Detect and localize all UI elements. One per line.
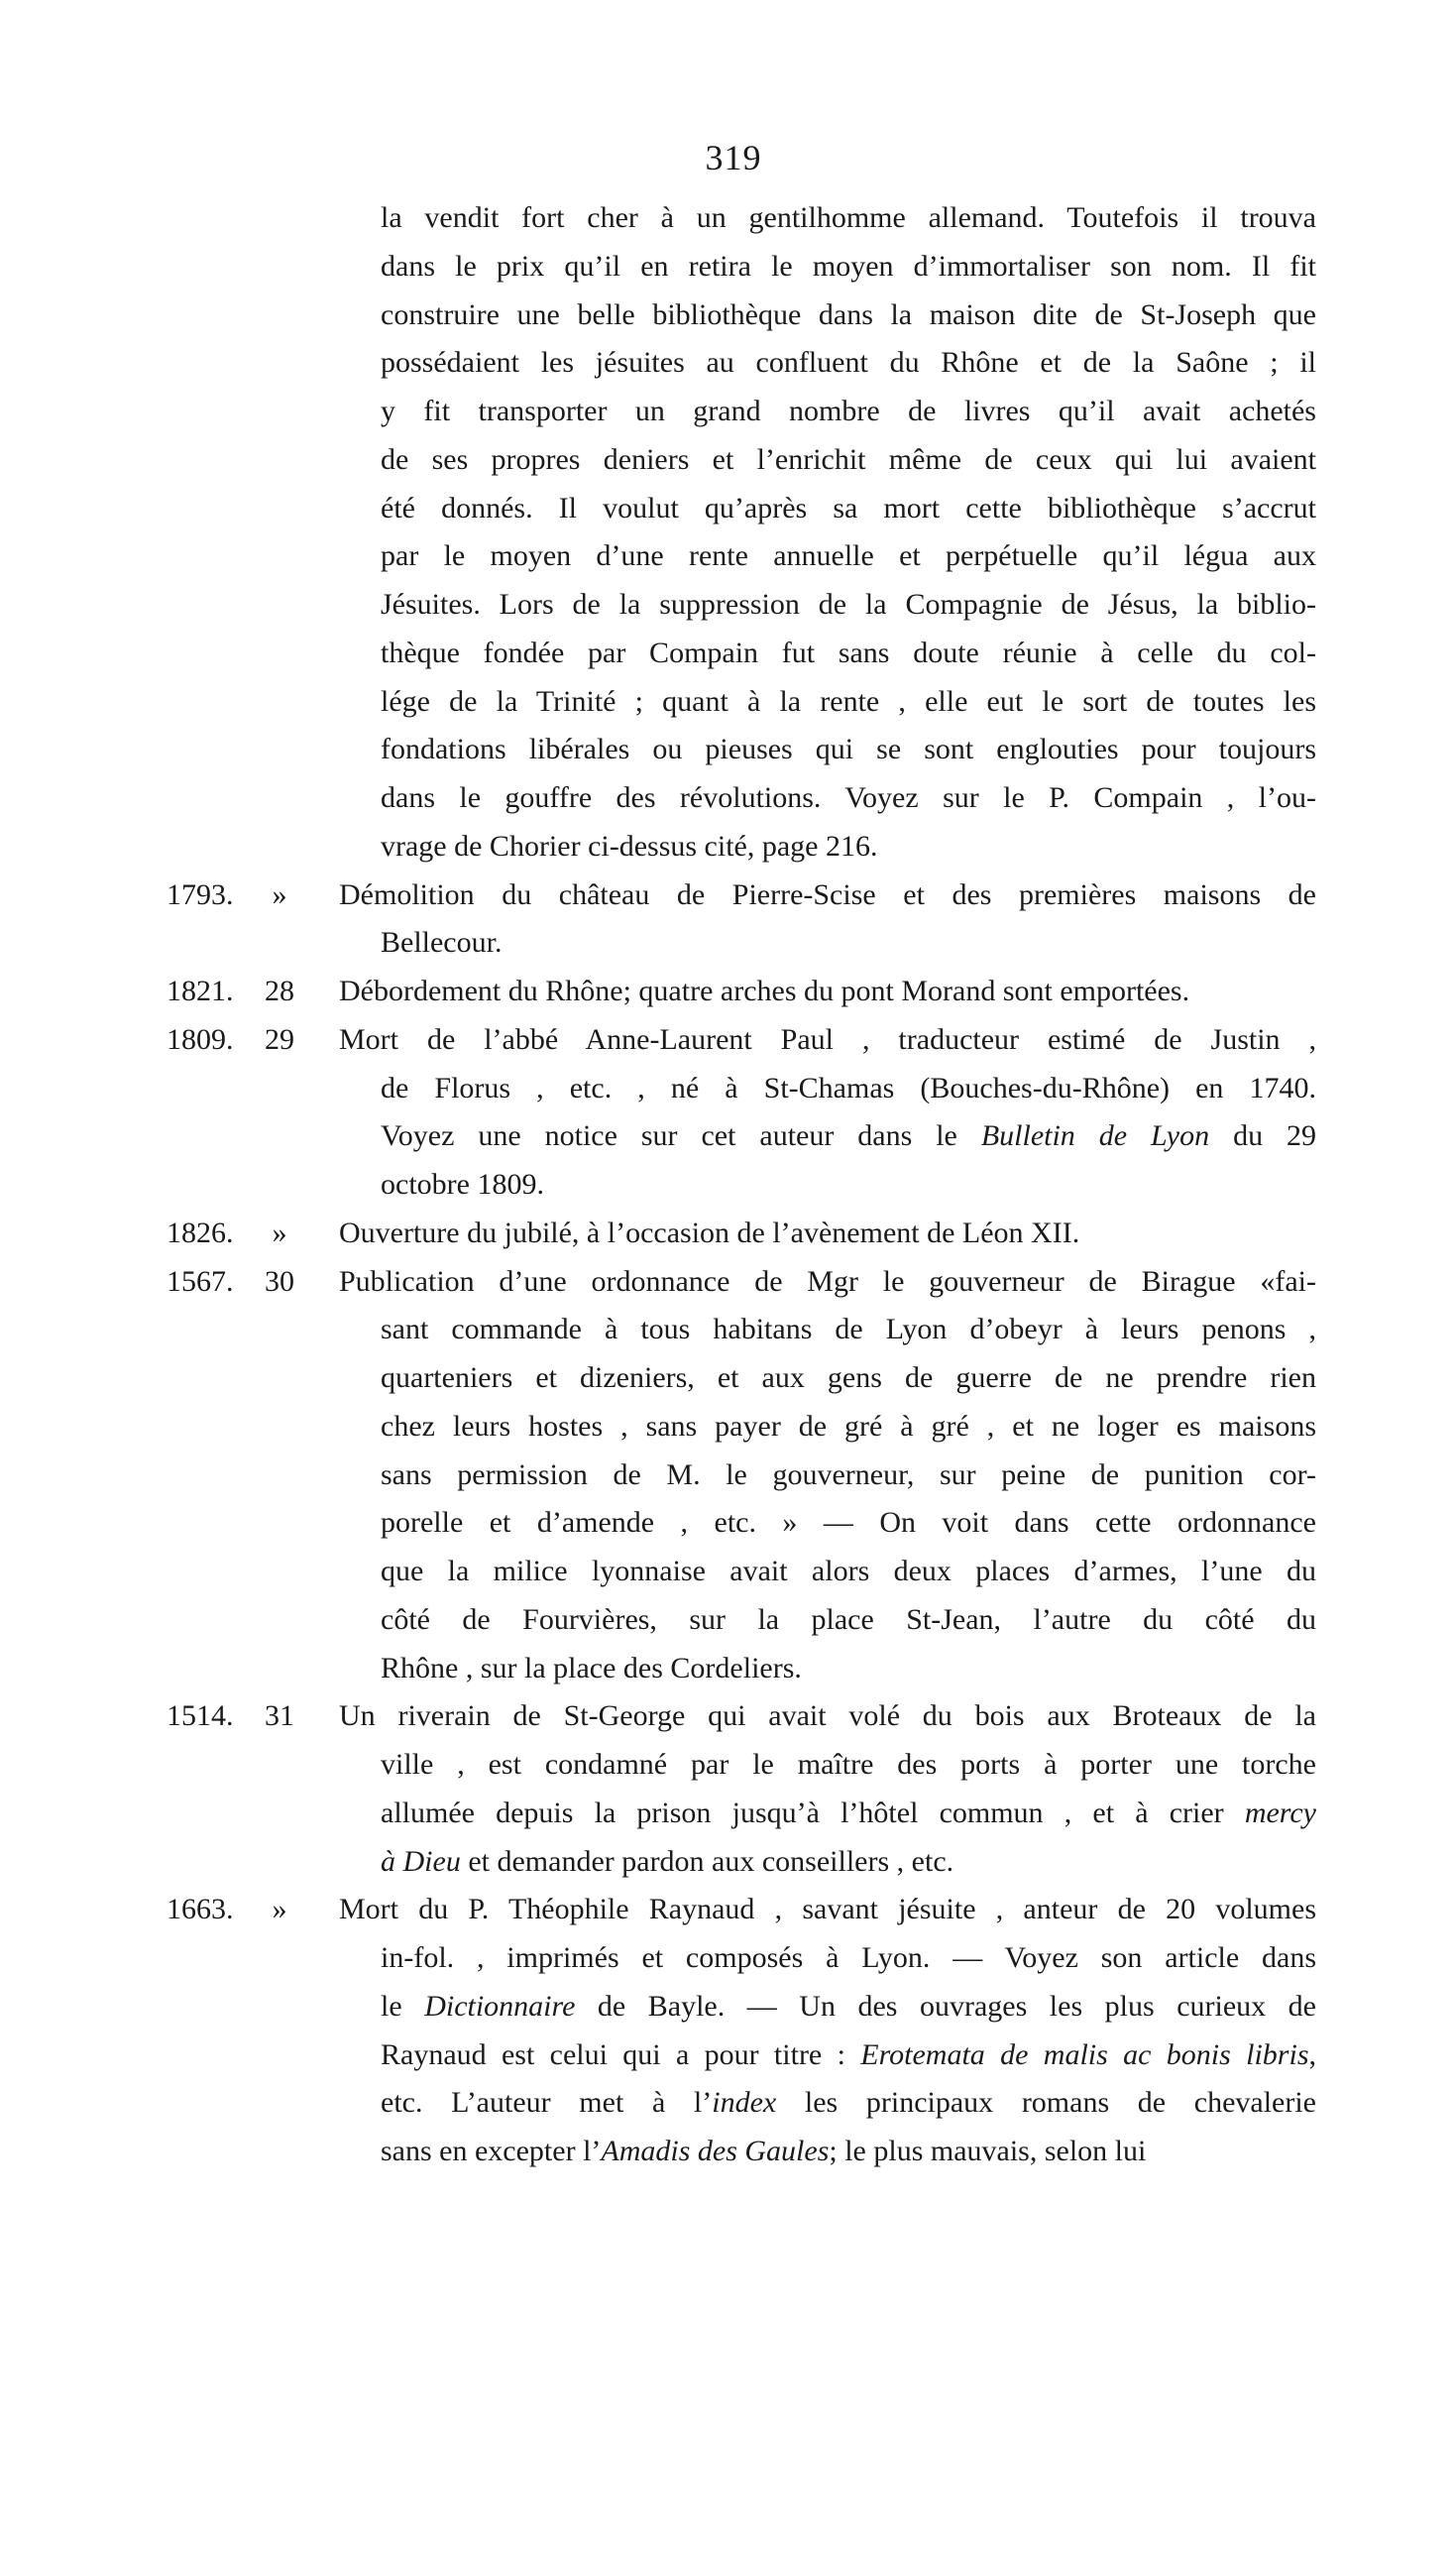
body-text [0,194,1456,2176]
italic-text: Bulletin de Lyon [980,1119,1210,1153]
entry-day: » [272,1216,287,1249]
text-line [0,1065,1456,1113]
entry-year: 1809. [167,1022,234,1056]
line-text: Publication d’une ordonnance de Mgr le gouverneur de Birague «fai- [339,1264,1316,1298]
italic-text: Amadis des Gaules [601,2135,830,2167]
page-number: 319 [705,138,762,177]
italic-text: Dictionnaire [424,1989,576,2023]
line-text: Mort du P. Théophile Raynaud , savant jésuite , anteur de 20 volumes [339,1893,1316,1926]
text-line [0,1741,1456,1790]
line-text: chez leurs hostes , sans payer de gré à gré , et ne loger es maisons [381,1409,1316,1443]
line-text: Démolition du château de Pierre-Scise et des premières maisons de [339,877,1316,911]
text-line [0,1112,1456,1161]
text-line [0,1258,1456,1307]
text-line [0,1934,1456,1983]
text-line [0,581,1456,630]
line-text: de Florus , etc. , né à St-Chamas (Bouches-du-Rhône) en 1740. [381,1071,1316,1104]
text-line [0,1548,1456,1596]
line-text: thèque fondée par Compain fut sans doute réunie à celle du col- [381,636,1316,669]
line-text: vrage de Chorier ci-dessus cité, page 216. [381,829,878,863]
line-text: par le moyen d’une rente annuelle et perpétuelle qu’il légua aux [381,539,1316,573]
text-line [0,1886,1456,1934]
line-text: Ouverture du jubilé, à l’occasion de l’avènement de Léon XII. [339,1216,1080,1249]
text-line [0,1403,1456,1451]
line-text: été donnés. Il voulut qu’après sa mort cette bibliothèque s’accrut [381,491,1316,524]
line-text: in-fol. , imprimés et composés à Lyon. — Voyez son article dans [381,1941,1316,1974]
text-line [0,1838,1456,1887]
text-line [0,1692,1456,1741]
italic-text: mercy [1244,1796,1316,1829]
entry-year: 1821. [167,975,234,1007]
text-line [0,291,1456,340]
line-text: Un riverain de St-George qui avait volé du bois aux Broteaux de la [339,1699,1316,1733]
text-line [0,388,1456,436]
text-line [0,919,1456,968]
text-line [0,630,1456,678]
line-text: y fit transporter un grand nombre de livres qu’il avait achetés [381,395,1316,427]
line-text: Voyez une notice sur cet auteur dans le Bulletin de Lyon du 29 [381,1119,1316,1153]
line-text: que la milice lyonnaise avait alors deux places d’armes, l’une du [381,1555,1316,1587]
entry-year: 1793. [167,877,234,911]
line-text: de ses propres deniers et l’enrichit même de ceux qui lui avaient [381,442,1316,476]
text-line [0,1645,1456,1693]
line-text: ville , est condamné par le maître des ports à porter une torche [381,1748,1316,1781]
text-line [0,678,1456,727]
entry-year: 1663. [167,1893,234,1926]
line-text: dans le prix qu’il en retira le moyen d’immortaliser son nom. Il fit [381,249,1316,283]
entry-year: 1567. [167,1264,234,1298]
text-line [0,339,1456,388]
line-text: la vendit fort cher à un gentilhomme allemand. Toutefois il trouva [381,201,1316,234]
text-line [0,2079,1456,2128]
text-line [0,1451,1456,1500]
line-text: Mort de l’abbé Anne-Laurent Paul , traducteur estimé de Justin , [339,1022,1316,1056]
text-line [0,1499,1456,1548]
italic-text: index [712,2086,777,2120]
text-line [0,968,1456,1016]
text-line [0,1210,1456,1258]
line-text: le Dictionnaire de Bayle. — Un des ouvrages les plus curieux de [381,1989,1316,2023]
line-text: possédaient les jésuites au confluent du Rhône et de la Saône ; il [381,346,1316,380]
line-text: fondations libérales ou pieuses qui se sont englouties pour toujours [381,733,1316,766]
text-line [0,2128,1456,2176]
text-line [0,823,1456,871]
text-line [0,871,1456,920]
entry-year: 1826. [167,1216,234,1249]
line-text: allumée depuis la prison jusqu’à l’hôtel commun , et à crier mercy [381,1796,1316,1829]
text-line [0,726,1456,774]
entry-day: » [272,1893,287,1926]
text-line [0,774,1456,823]
italic-text: Erotemata de malis ac bonis libris [860,2037,1309,2071]
line-text: côté de Fourvières, sur la place St-Jean, l’autre du côté du [381,1602,1316,1636]
text-line [0,1354,1456,1403]
line-text: porelle et d’amende , etc. » — On voit dans cette ordonnance [381,1506,1316,1540]
line-text: octobre 1809. [381,1168,544,1201]
entry-day: 31 [265,1699,294,1733]
text-line [0,194,1456,243]
italic-text: à Dieu [381,1844,461,1878]
text-line [0,1790,1456,1838]
line-text: dans le gouffre des révolutions. Voyez sur le P. Compain , l’ou- [381,781,1316,814]
line-text: etc. L’auteur met à l’index les principaux romans de chevalerie [381,2086,1316,2120]
text-line [0,532,1456,581]
line-text: lége de la Trinité ; quant à la rente , elle eut le sort de toutes les [381,684,1316,718]
entry-day: » [272,877,287,911]
line-text: Débordement du Rhône; quatre arches du pont Morand sont emportées. [339,975,1190,1007]
line-text: sant commande à tous habitans de Lyon d’obeyr à leurs penons , [381,1313,1316,1346]
entry-year: 1514. [167,1699,234,1733]
line-text: Raynaud est celui qui a pour titre : Erotemata de malis ac bonis libris, [381,2037,1316,2071]
text-line [0,243,1456,291]
text-line [0,1983,1456,2031]
text-line [0,485,1456,533]
line-text: Bellecour. [381,926,503,960]
line-text: sans en excepter l’Amadis des Gaules; le plus mauvais, selon lui [381,2135,1147,2167]
text-line [0,1306,1456,1354]
line-text: quarteniers et dizeniers, et aux gens de guerre de ne prendre rien [381,1361,1316,1394]
text-line [0,1016,1456,1065]
text-line [0,436,1456,485]
text-line [0,2031,1456,2080]
line-text: à Dieu et demander pardon aux conseillers , etc. [381,1844,954,1878]
entry-day: 29 [265,1022,294,1056]
line-text: sans permission de M. le gouverneur, sur peine de punition cor- [381,1457,1316,1491]
text-line [0,1596,1456,1645]
line-text: Rhône , sur la place des Cordeliers. [381,1651,802,1684]
entry-day: 28 [265,975,294,1007]
line-text: Jésuites. Lors de la suppression de la Compagnie de Jésus, la biblio- [381,588,1316,621]
text-line [0,1161,1456,1210]
entry-day: 30 [265,1264,294,1298]
line-text: construire une belle bibliothèque dans la maison dite de St-Joseph que [381,297,1316,331]
